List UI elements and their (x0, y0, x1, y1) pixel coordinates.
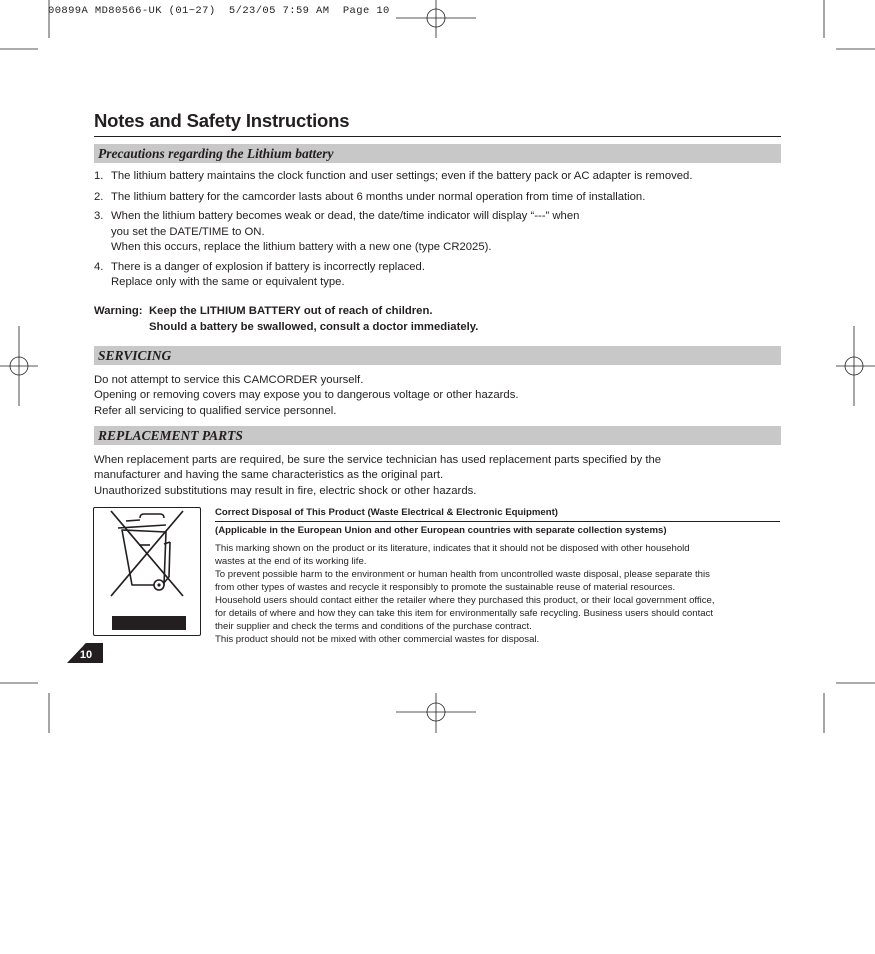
list-item: 2. The lithium battery for the camcorder lasts about 6 months under normal operation from time of installation. (94, 190, 646, 203)
registration-mark-left (0, 326, 38, 406)
weee-body: This marking shown on the product or its literature, indicates that it should not be disposed with other household wastes at the end of its working life. To prevent possible harm to the environment or human health from uncontrolled waste disposal, please separate this from other types of wastes and recycle it responsibly to promote the sustainable reuse of material resources. Household users should contact either the retailer where they purchased this product, or their local government office, for details of where and how they can take this item for environmentally safe recycling. Business users should contact their supplier and check the terms and conditions of the purchase contract. This product should not be mixed with other commercial wastes for disposal. (215, 543, 715, 645)
weee-disposal-notice (215, 505, 780, 646)
weee-subtitle: (Applicable in the European Union and other European countries with separate collection systems) (215, 521, 780, 539)
section-heading-lithium-battery: Precautions regarding the Lithium battery (94, 144, 781, 163)
list-item: 4. There is a danger of explosion if battery is incorrectly replaced. Replace only with the same or equivalent type. (94, 260, 425, 288)
page-number-badge (67, 642, 103, 664)
page-title: Notes and Safety Instructions (94, 110, 350, 131)
list-item: 3. When the lithium battery becomes weak or dead, the date/time indicator will display “---” when you set the DATE/TIME to ON. When this occurs, replace the lithium battery with a new one (type CR2025). (94, 210, 580, 253)
servicing-text: Do not attempt to service this CAMCORDER yourself. Opening or removing covers may expose you to dangerous voltage or other hazards. Refer all servicing to qualified service personnel. (94, 374, 519, 417)
section-heading-replacement-parts: REPLACEMENT PARTS (94, 426, 781, 445)
list-item: 1. The lithium battery maintains the clock function and user settings; even if the battery pack or AC adapter is removed. (94, 170, 693, 182)
lithium-battery-list (94, 169, 784, 291)
section-heading-servicing: SERVICING (94, 346, 781, 365)
title-rule (94, 136, 781, 137)
print-slug: 00899A MD80566-UK (01~27) 5/23/05 7:59 AM Page 10 (48, 5, 390, 17)
crossed-out-wheelie-bin-icon (94, 508, 200, 635)
page-number: 10 (79, 649, 93, 661)
warning-label: Warning: (94, 305, 143, 317)
weee-symbol-box (93, 507, 201, 636)
registration-mark-right (836, 326, 875, 406)
battery-warning: Warning: Keep the LITHIUM BATTERY out of reach of children. Should a battery be swallowed, consult a doctor immediately. (94, 305, 479, 333)
weee-title: Correct Disposal of This Product (Waste Electrical & Electronic Equipment) (215, 507, 558, 518)
replacement-parts-text: When replacement parts are required, be sure the service technician has used replacement parts specified by the manufacturer and having the same characteristics as the original part. Unauthorized substitutions may result in fire, electric shock or other hazards. (94, 454, 662, 497)
registration-mark-top (396, 0, 476, 38)
registration-mark-bottom (396, 693, 476, 733)
